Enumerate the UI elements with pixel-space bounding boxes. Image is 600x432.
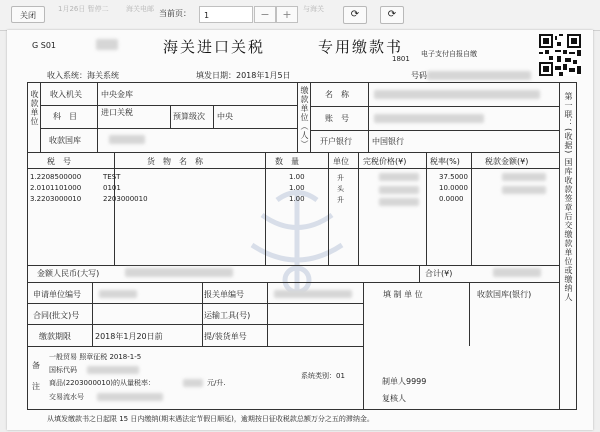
- payer-name-label: 名 称: [325, 90, 349, 99]
- table-row-3-qty: 1.00: [289, 195, 305, 203]
- system-type: 系统类别：01: [301, 372, 345, 380]
- redacted: [183, 379, 203, 387]
- redacted: [109, 135, 145, 144]
- sum-label: 合计(¥): [425, 269, 453, 278]
- section-divider: [27, 152, 559, 153]
- budget-level-label: 预算级次: [173, 112, 205, 121]
- income-system: 收入系统：海关系统: [47, 71, 119, 80]
- remarks-line-4: 交易流水号: [49, 393, 84, 401]
- maker-label: 制单人9999: [382, 377, 427, 386]
- applicant-unit-no-label: 申请单位编号: [33, 290, 81, 299]
- redacted-amount-words: [125, 268, 233, 277]
- table-row-1-rate: 37.5000: [439, 173, 468, 181]
- table-row-1-qty: 1.00: [289, 173, 305, 181]
- table-row-1-unit: 升: [337, 174, 344, 182]
- bank-label: 开户银行: [320, 137, 352, 146]
- redacted: [96, 39, 118, 50]
- redacted-sum: [493, 268, 541, 277]
- subject-value: 进口关税: [101, 108, 133, 117]
- side-strip-text: 第一联：(收据) 国库收款签章后交缴款单位或缴纳人: [564, 92, 573, 302]
- payment-document: [7, 30, 593, 430]
- redacted: [87, 366, 139, 374]
- col-goods-name: 货 物 名 称: [147, 157, 203, 166]
- faint-banner-right: 与海关: [303, 5, 324, 13]
- redacted: [502, 173, 546, 181]
- redacted: [379, 198, 419, 206]
- paying-unit-side-label: 缴款单位（人）: [300, 86, 309, 149]
- table-row-2-qty: 1.00: [289, 184, 305, 192]
- toolbar: [0, 0, 600, 31]
- e-payment-label: 电子支付自报自缴: [421, 50, 477, 58]
- redacted: [379, 186, 419, 194]
- redacted-account: [374, 114, 484, 123]
- receiving-unit-side-label: 收款单位: [30, 90, 39, 126]
- budget-level-value: 中央: [217, 112, 233, 121]
- remarks-line-1: 一般贸易 照章征税 2018-1-5: [49, 353, 142, 361]
- refresh-icon: ⟳: [350, 9, 360, 20]
- remarks-label-2: 注: [32, 382, 40, 391]
- redacted: [379, 173, 419, 181]
- declaration-no-label: 报关单编号: [204, 290, 244, 299]
- reload-icon: ⟳: [387, 9, 397, 20]
- col-dutiable-price: 完税价格(¥): [363, 157, 407, 166]
- title-left: 海关进口关税: [163, 38, 266, 56]
- number-label: 号码: [411, 71, 427, 80]
- reviewer-label: 复核人: [382, 394, 406, 403]
- form-code: G S01: [32, 41, 56, 50]
- transport-label: 运输工具(号): [204, 311, 251, 320]
- page-decrement-button[interactable]: −: [254, 6, 276, 23]
- col-quantity: 数 量: [275, 157, 299, 166]
- col-unit: 单位: [333, 157, 349, 166]
- receiving-treasury-label: 收款国库(银行): [477, 290, 532, 299]
- qr-code: [539, 34, 581, 76]
- table-row-2-name: 0101: [103, 184, 121, 192]
- redacted-number: [427, 71, 531, 80]
- redacted: [97, 393, 163, 401]
- col-tax-amount: 税款金额(¥): [485, 157, 529, 166]
- receiving-authority-value: 中央金库: [101, 90, 133, 99]
- table-row-1-name: TEST: [103, 173, 121, 181]
- refresh-button-1[interactable]: [343, 6, 367, 24]
- treasury-label: 收款国库: [49, 136, 81, 145]
- subject-label: 科 目: [53, 112, 77, 121]
- title-right: 专用缴款书: [318, 38, 404, 56]
- pay-deadline-value: 2018年1月20日前: [95, 332, 163, 341]
- faint-banner-mid: 海关电邮: [126, 5, 154, 13]
- pay-deadline-label: 缴款期限: [39, 332, 71, 341]
- col-tax-rate: 税率(%): [430, 157, 460, 166]
- issue-date: 填发日期：2018年1月5日: [196, 71, 291, 80]
- footer-note: 从填发缴款书之日起限 15 日内缴纳(期末遇法定节假日顺延)，逾期按日征收税款总额万分之五的滞纳金。: [47, 415, 374, 423]
- table-row-3-name: 2203000010: [103, 195, 148, 203]
- bill-no-label: 提/装货单号: [204, 332, 247, 341]
- remarks-label-1: 备: [32, 361, 40, 370]
- bank-value: 中国银行: [372, 137, 404, 146]
- receiving-authority-label: 收入机关: [50, 90, 82, 99]
- close-button[interactable]: 关闭: [11, 6, 45, 23]
- table-row-2-unit: 头: [337, 185, 344, 193]
- amount-uppercase-label: 金额人民币(大写): [37, 269, 100, 278]
- page-increment-button[interactable]: +: [276, 6, 298, 23]
- sub-code: 1801: [392, 55, 410, 63]
- refresh-button-2[interactable]: [380, 6, 404, 24]
- redacted-payer-name: [374, 90, 540, 99]
- table-row-2-code: 2.0101101000: [30, 184, 82, 192]
- account-label: 账 号: [325, 114, 349, 123]
- table-row-1-code: 1.2208500000: [30, 173, 82, 181]
- col-tax-code: 税 号: [47, 157, 71, 166]
- side-strip-divider: [559, 82, 560, 410]
- remarks-line-3-suffix: 元/升.: [207, 379, 226, 387]
- faint-banner-left: 1月26日 暂停二: [58, 5, 109, 13]
- table-row-3-rate: 0.0000: [439, 195, 464, 203]
- table-row-3-code: 3.2203000010: [30, 195, 82, 203]
- remarks-line-2: 国标代码: [49, 366, 77, 374]
- redacted: [502, 186, 546, 194]
- page-label: 当前页：: [159, 9, 191, 18]
- redacted: [99, 290, 137, 298]
- fill-unit-label: 填 制 单 位: [383, 290, 423, 299]
- remarks-line-3-prefix: 商品(2203000010)的从量税率：: [49, 379, 155, 387]
- table-row-3-unit: 升: [337, 196, 344, 204]
- table-row-2-rate: 10.0000: [439, 184, 468, 192]
- contract-no-label: 合同(批文)号: [33, 311, 80, 320]
- redacted: [274, 290, 352, 298]
- page-input[interactable]: 1: [199, 6, 253, 23]
